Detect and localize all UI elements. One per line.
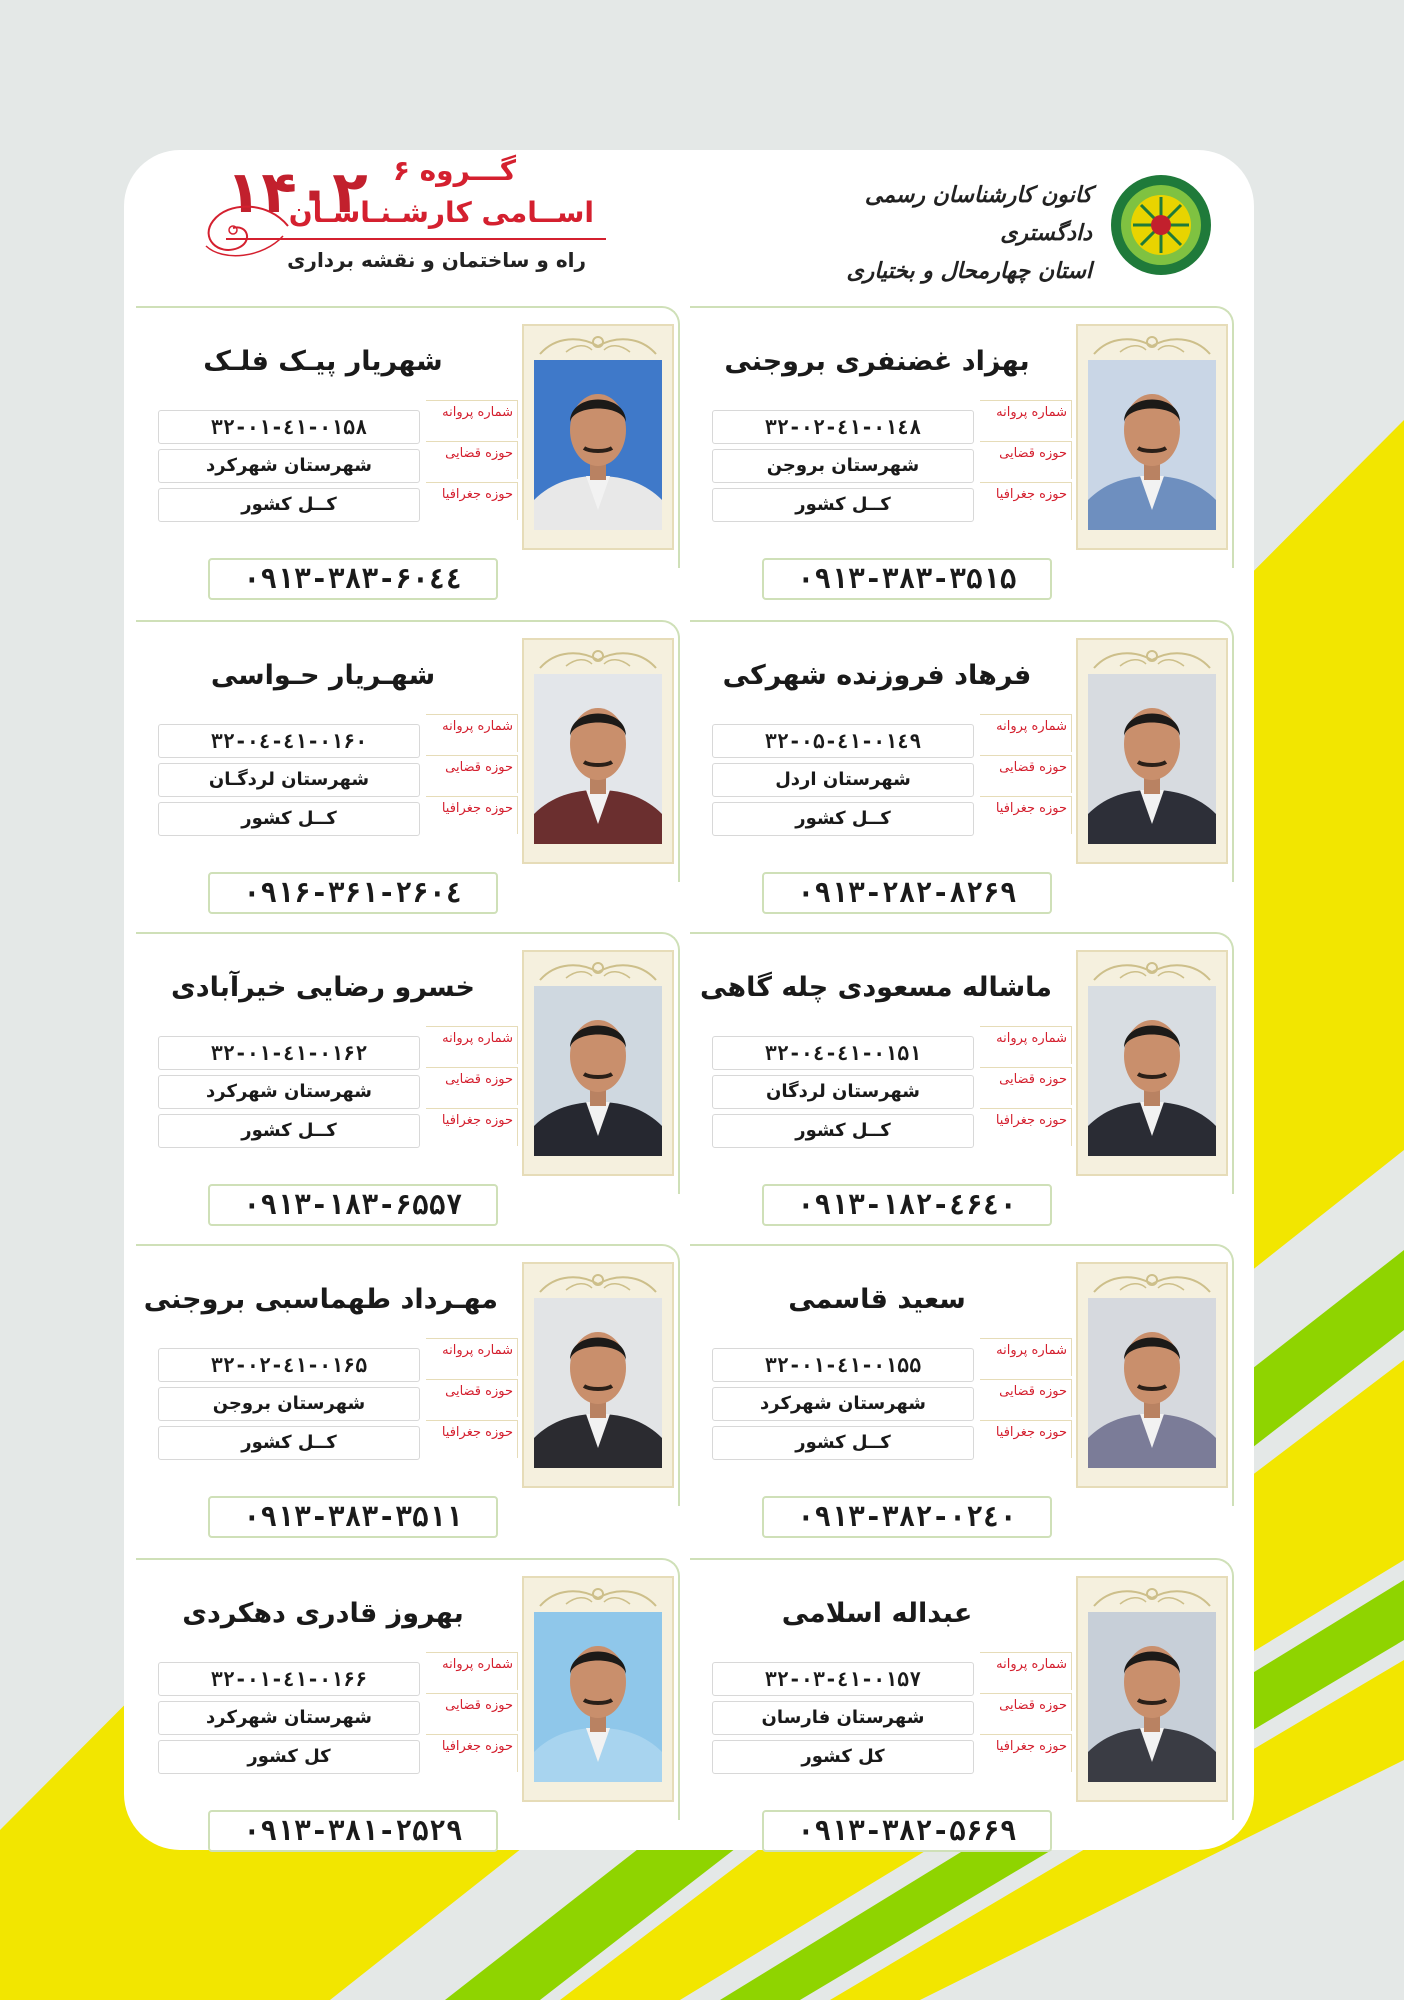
license-label: شماره پروانه <box>426 400 518 438</box>
expert-card-8 <box>128 1244 688 1556</box>
phone-number: ۰۹۱۶-۳۶۱-۲۶۰٤ <box>208 872 498 914</box>
field-values <box>158 1662 420 1779</box>
license-number: ۳۲-۰۱-٤۱-۰۱۵۵ <box>712 1348 974 1382</box>
phone-number: ۰۹۱۳-۳۸۳-۶۰٤٤ <box>208 558 498 600</box>
ornament-icon <box>1090 1584 1214 1610</box>
expert-card-6 <box>128 932 688 1244</box>
phone-number: ۰۹۱۳-۳۸۱-۲۵۲۹ <box>208 1810 498 1852</box>
portrait-photo <box>1088 1298 1216 1468</box>
geographic-label: حوزه جغرافیا <box>980 1420 1072 1458</box>
photo-frame <box>1076 950 1228 1176</box>
geographic-label: حوزه جغرافیا <box>426 1734 518 1772</box>
organization-name <box>772 176 1092 290</box>
org-name-line1: کانون کارشناسان رسمی دادگستری <box>864 182 1092 246</box>
title-group: گـــروه ۶ <box>392 154 516 187</box>
ornament-icon <box>536 646 660 672</box>
portrait-photo <box>534 674 662 844</box>
license-number: ۳۲-۰۱-٤۱-۰۱۶۲ <box>158 1036 420 1070</box>
portrait-photo <box>534 1298 662 1468</box>
organization-logo <box>1108 172 1214 278</box>
geographic-label: حوزه جغرافیا <box>426 482 518 520</box>
judicial-district: شهرستان بروجن <box>712 449 974 483</box>
expert-card-9 <box>682 1558 1242 1870</box>
license-number: ۳۲-۰۱-٤۱-۰۱۵۸ <box>158 410 420 444</box>
phone-number: ۰۹۱۳-۳۸۲-۵۶۶۹ <box>762 1810 1052 1852</box>
judicial-district: شهرستان بروجن <box>158 1387 420 1421</box>
phone-number: ۰۹۱۳-۲۸۲-۸۲۶۹ <box>762 872 1052 914</box>
expert-name: شهـریار حـواسی <box>210 660 436 691</box>
phone-number: ۰۹۱۳-۱۸۳-۶۵۵۷ <box>208 1184 498 1226</box>
title-names: اســامی کارشـنـاسـان <box>288 196 594 229</box>
photo-frame <box>1076 638 1228 864</box>
portrait-photo <box>534 1612 662 1782</box>
geographic-area: کــل کشور <box>158 1426 420 1460</box>
expert-card-3 <box>682 620 1242 932</box>
judicial-district: شهرستان اردل <box>712 763 974 797</box>
field-values <box>158 1036 420 1153</box>
phone-number: ۰۹۱۳-۳۸۲-۰۲٤۰ <box>762 1496 1052 1538</box>
photo-frame <box>522 950 674 1176</box>
geographic-label: حوزه جغرافیا <box>980 1734 1072 1772</box>
portrait-photo <box>1088 360 1216 530</box>
license-number: ۳۲-۰٤-٤۱-۰۱۶۰ <box>158 724 420 758</box>
geographic-label: حوزه جغرافیا <box>980 482 1072 520</box>
field-labels <box>426 1338 518 1461</box>
expert-card-10 <box>128 1558 688 1870</box>
judicial-label: حوزه قضایی <box>426 1693 518 1731</box>
license-label: شماره پروانه <box>980 400 1072 438</box>
judicial-label: حوزه قضایی <box>426 1067 518 1105</box>
expert-name: ماشاله مسعودی چله گاهی <box>700 972 1052 1003</box>
license-label: شماره پروانه <box>426 1338 518 1376</box>
expert-name: مهـرداد طهماسبی بروجنی <box>143 1284 498 1315</box>
org-name-line2: استان چهارمحال و بختیاری <box>846 258 1092 284</box>
expert-name: سعید قاسمی <box>788 1284 966 1315</box>
judicial-label: حوزه قضایی <box>426 441 518 479</box>
geographic-label: حوزه جغرافیا <box>980 1108 1072 1146</box>
ornament-icon <box>1090 1270 1214 1296</box>
judicial-district: شهرستان شهرکرد <box>158 449 420 483</box>
judicial-district: شهرستان لردگان <box>712 1075 974 1109</box>
judicial-district: شهرستان شهرکرد <box>712 1387 974 1421</box>
judicial-district: شهرستان شهرکرد <box>158 1075 420 1109</box>
expert-card-4 <box>128 620 688 932</box>
field-labels <box>426 1652 518 1775</box>
photo-frame <box>522 1576 674 1802</box>
license-label: شماره پروانه <box>980 1338 1072 1376</box>
expert-name: شهریار پیـک فلـک <box>203 346 443 377</box>
geographic-label: حوزه جغرافیا <box>980 796 1072 834</box>
field-values <box>712 1036 974 1153</box>
field-values <box>712 724 974 841</box>
title-year: ۱۴۰۲ <box>226 158 368 226</box>
photo-frame <box>522 638 674 864</box>
expert-name: خسرو رضایی خیرآبادی <box>171 972 475 1003</box>
expert-card-2 <box>128 306 688 618</box>
geographic-area: کــل کشور <box>712 802 974 836</box>
expert-name: عبداله اسلامی <box>781 1598 973 1629</box>
judicial-label: حوزه قضایی <box>426 1379 518 1417</box>
geographic-area: کــل کشور <box>712 1114 974 1148</box>
expert-card-5 <box>682 932 1242 1244</box>
portrait-photo <box>1088 1612 1216 1782</box>
expert-name: بهروز قادری دهکردی <box>182 1598 464 1629</box>
field-values <box>712 410 974 527</box>
photo-frame <box>1076 324 1228 550</box>
geographic-area: کل کشور <box>158 1740 420 1774</box>
expert-name: فرهاد فروزنده شهرکی <box>722 660 1032 691</box>
field-labels <box>426 1026 518 1149</box>
phone-number: ۰۹۱۳-۱۸۲-٤۶٤۰ <box>762 1184 1052 1226</box>
license-label: شماره پروانه <box>426 1652 518 1690</box>
license-label: شماره پروانه <box>980 714 1072 752</box>
geographic-area: کل کشور <box>712 1740 974 1774</box>
license-number: ۳۲-۰۵-٤۱-۰۱٤۹ <box>712 724 974 758</box>
license-label: شماره پروانه <box>426 1026 518 1064</box>
title-subtitle: راه و ساختمان و نقشه برداری <box>287 248 586 272</box>
portrait-photo <box>534 360 662 530</box>
geographic-area: کــل کشور <box>158 802 420 836</box>
license-label: شماره پروانه <box>980 1026 1072 1064</box>
license-number: ۳۲-۰۲-٤۱-۰۱۶۵ <box>158 1348 420 1382</box>
ornament-icon <box>1090 646 1214 672</box>
geographic-label: حوزه جغرافیا <box>426 1108 518 1146</box>
field-values <box>158 410 420 527</box>
decorative-swirl-icon <box>188 196 298 266</box>
judicial-label: حوزه قضایی <box>980 1067 1072 1105</box>
judicial-label: حوزه قضایی <box>426 755 518 793</box>
field-labels <box>980 400 1072 523</box>
portrait-photo <box>1088 986 1216 1156</box>
judicial-label: حوزه قضایی <box>980 755 1072 793</box>
judicial-district: شهرستان لردگـان <box>158 763 420 797</box>
field-labels <box>426 400 518 523</box>
field-labels <box>980 1026 1072 1149</box>
photo-frame <box>522 324 674 550</box>
license-label: شماره پروانه <box>980 1652 1072 1690</box>
field-values <box>158 1348 420 1465</box>
license-number: ۳۲-۰۲-٤۱-۰۱٤۸ <box>712 410 974 444</box>
photo-frame <box>1076 1262 1228 1488</box>
ornament-icon <box>536 1584 660 1610</box>
license-number: ۳۲-۰٤-٤۱-۰۱۵۱ <box>712 1036 974 1070</box>
license-number: ۳۲-۰۳-٤۱-۰۱۵۷ <box>712 1662 974 1696</box>
geographic-area: کــل کشور <box>158 488 420 522</box>
field-labels <box>980 1652 1072 1775</box>
phone-number: ۰۹۱۳-۳۸۳-۳۵۱۱ <box>208 1496 498 1538</box>
geographic-area: کــل کشور <box>712 1426 974 1460</box>
phone-number: ۰۹۱۳-۳۸۳-۳۵۱۵ <box>762 558 1052 600</box>
judicial-label: حوزه قضایی <box>980 1693 1072 1731</box>
judicial-district: شهرستان شهرکرد <box>158 1701 420 1735</box>
geographic-label: حوزه جغرافیا <box>426 1420 518 1458</box>
license-number: ۳۲-۰۱-٤۱-۰۱۶۶ <box>158 1662 420 1696</box>
ornament-icon <box>1090 332 1214 358</box>
field-values <box>712 1662 974 1779</box>
field-values <box>712 1348 974 1465</box>
ornament-icon <box>536 958 660 984</box>
portrait-photo <box>1088 674 1216 844</box>
expert-card-7 <box>682 1244 1242 1556</box>
geographic-area: کــل کشور <box>712 488 974 522</box>
field-labels <box>980 714 1072 837</box>
geographic-area: کــل کشور <box>158 1114 420 1148</box>
license-label: شماره پروانه <box>426 714 518 752</box>
judicial-label: حوزه قضایی <box>980 441 1072 479</box>
judicial-district: شهرستان فارسان <box>712 1701 974 1735</box>
ornament-icon <box>1090 958 1214 984</box>
geographic-label: حوزه جغرافیا <box>426 796 518 834</box>
field-labels <box>980 1338 1072 1461</box>
portrait-photo <box>534 986 662 1156</box>
photo-frame <box>522 1262 674 1488</box>
ornament-icon <box>536 332 660 358</box>
expert-card-1 <box>682 306 1242 618</box>
expert-name: بهزاد غضنفری بروجنی <box>724 346 1030 377</box>
ornament-icon <box>536 1270 660 1296</box>
field-values <box>158 724 420 841</box>
photo-frame <box>1076 1576 1228 1802</box>
field-labels <box>426 714 518 837</box>
judicial-label: حوزه قضایی <box>980 1379 1072 1417</box>
